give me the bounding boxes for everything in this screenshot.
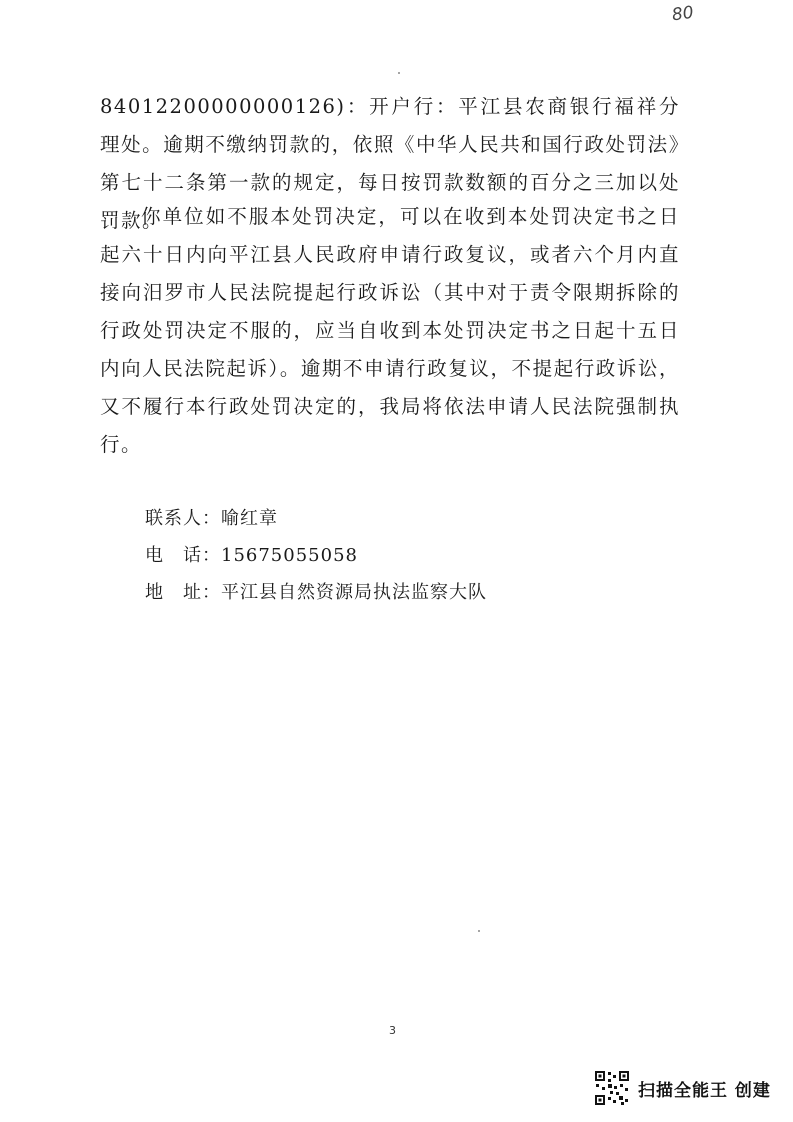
contact-phone-label: 电 话： xyxy=(145,545,221,566)
paragraph-appeal: 你单位如不服本处罚决定，可以在收到本处罚决定书之日起六十日内向平江县人民政府申请行政复议，或者六个月内直接向汨罗市人民法院提起行政诉讼（其中对于责令限期拆除的行政处罚决定不服的，应当自收到本处罚决定书之日起十五日内向人民法院起诉）。逾期不申请行政复议，不提起行政诉讼，又不履行本行政处罚决定的，我局将依法申请人民法院强制执行。 xyxy=(100,205,680,456)
contact-address-value: 平江县自然资源局执法监察大队 xyxy=(221,582,487,603)
contact-address xyxy=(145,578,487,604)
scanner-watermark xyxy=(594,1070,771,1106)
contact-address-label: 地 址： xyxy=(145,582,221,603)
scan-speck xyxy=(478,930,480,932)
paragraph-payment: 84012200000000126)：开户行：平江县农商银行福祥分理处。逾期不缴纳罚款的，依照《中华人民共和国行政处罚法》第七十二条第一款的规定，每日按罚款数额的百分之三加以处罚款。 xyxy=(100,95,680,232)
handwritten-annotation: 80 xyxy=(670,2,695,26)
watermark-text: 扫描全能王 创建 xyxy=(638,1080,771,1101)
scan-speck xyxy=(398,72,400,74)
contact-phone-value: 15675055058 xyxy=(221,545,358,566)
page-number: 3 xyxy=(389,1024,396,1037)
contact-person xyxy=(145,504,278,530)
contact-phone xyxy=(145,541,358,567)
contact-person-label: 联系人： xyxy=(145,508,221,529)
qr-code-icon xyxy=(594,1070,630,1106)
contact-person-value: 喻红章 xyxy=(221,508,278,529)
